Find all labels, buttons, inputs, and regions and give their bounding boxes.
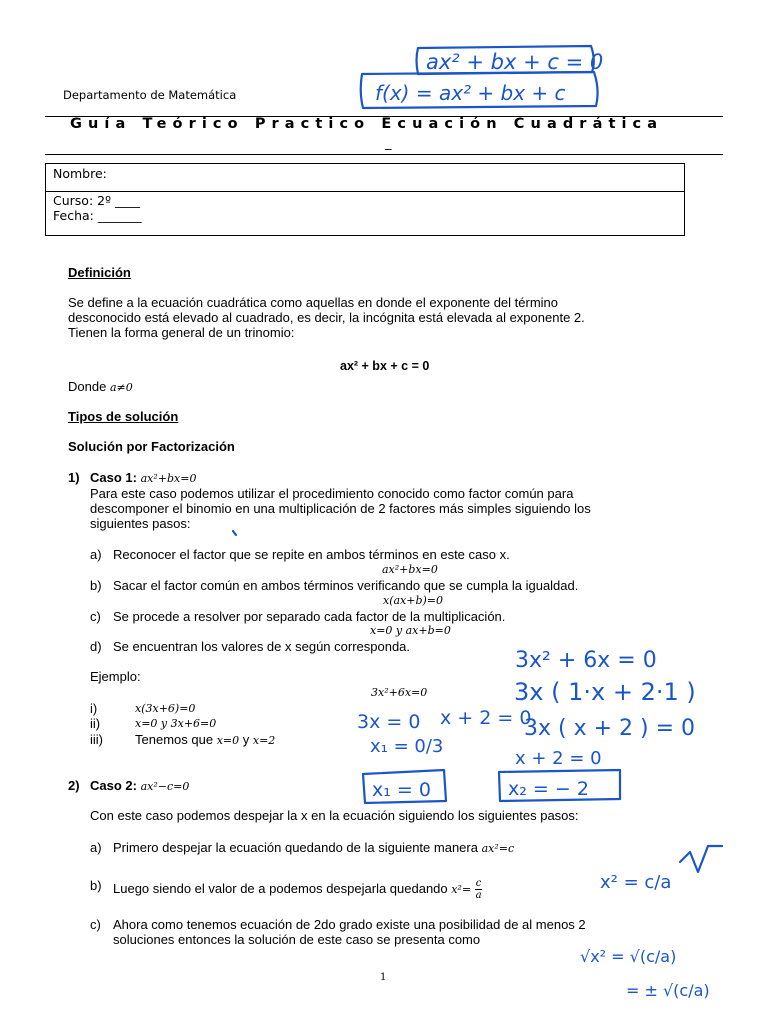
hw-answer-1: x₁ = 0 — [372, 779, 431, 801]
case2-equation: ax²−c=0 — [140, 780, 190, 793]
case1-step-d-marker: d) — [90, 639, 102, 654]
case2-step-b-line — [113, 878, 482, 901]
factorization-heading: Solución por Factorización — [68, 439, 235, 454]
fraction-numerator: c — [475, 878, 482, 889]
types-heading: Tipos de solución — [68, 409, 179, 424]
case1-step-c-text: Se procede a resolver por separado cada factor de la multiplicación. — [113, 609, 506, 624]
case2-step-b-fraction — [475, 878, 483, 901]
answer-box-1 — [363, 770, 446, 803]
hw-case2-c-note-2: = ± √(c/a) — [626, 981, 710, 1000]
hw-stroke-mark — [233, 531, 236, 535]
example-step-iii-mid: y — [242, 732, 250, 747]
donde-condition: a≠0 — [109, 381, 133, 394]
example-equation: 3x²+6x=0 — [371, 686, 428, 699]
top-box-1 — [417, 46, 594, 74]
case2-label: Caso 2: — [90, 778, 137, 793]
case2-step-c-text-1: Ahora como tenemos ecuación de 2do grado existe una posibilidad de al menos 2 — [113, 917, 586, 932]
case1-equation: ax²+bx=0 — [140, 472, 197, 485]
case1-desc-2: descomponer el binomio en una multiplicación de 2 factores más simples siguiendo los — [90, 501, 591, 516]
hw-example-line-1: 3x² + 6x = 0 — [515, 648, 657, 673]
case2-step-b-eq-lhs: x²= — [451, 882, 472, 896]
case1-step-b-marker: b) — [90, 578, 102, 593]
donde-line — [68, 379, 133, 395]
department-label: Departamento de Matemática — [63, 88, 237, 102]
hw-sol-right-2: x + 2 = 0 — [515, 748, 602, 769]
case1-step-d-text: Se encuentran los valores de x según corresponda. — [113, 639, 411, 654]
page-title: Guía Teórico Practico Ecuación Cuadrática — [70, 116, 664, 132]
case2-step-a-eq: ax²=c — [481, 842, 515, 855]
fraction-denominator: a — [475, 890, 482, 901]
case1-title — [90, 470, 196, 486]
case2-intro: Con este caso podemos despejar la x en la ecuación siguiendo los siguientes pasos: — [90, 808, 579, 823]
example-step-iii-eq1: x=0 — [216, 734, 240, 747]
box-divider — [46, 191, 684, 192]
case2-step-a-text: Primero despejar la ecuación quedando de la siguiente manera — [113, 840, 478, 855]
example-step-iii-eq2: x=2 — [252, 734, 276, 747]
example-step-iii-marker: iii) — [90, 732, 103, 747]
answer-box-2 — [499, 770, 620, 801]
donde-label: Donde — [68, 379, 107, 394]
example-step-iii-text: Tenemos que — [135, 732, 214, 747]
case2-step-b-marker: b) — [90, 878, 102, 893]
case1-number: 1) — [68, 470, 80, 485]
hw-sol-left-1: 3x = 0 — [357, 711, 421, 733]
case1-step-a-marker: a) — [90, 547, 102, 562]
case2-title — [90, 778, 189, 794]
case1-step-b-text: Sacar el factor común en ambos términos verificando que se cumpla la igualdad. — [113, 578, 579, 593]
case2-step-c-marker: c) — [90, 917, 101, 932]
case2-step-a-marker: a) — [90, 840, 102, 855]
case1-step-b-eq: x(ax+b)=0 — [383, 594, 444, 607]
example-step-ii-marker: ii) — [90, 716, 101, 731]
case1-desc-3: siguientes pasos: — [90, 516, 191, 531]
top-eq-1: ax² + bx + c = 0 — [426, 50, 604, 74]
definition-line-3: Tienen la forma general de un trinomio: — [68, 325, 295, 340]
case2-number: 2) — [68, 778, 80, 793]
general-form-equation: ax² + bx + c = 0 — [340, 359, 430, 373]
example-step-iii-line — [135, 732, 275, 748]
case1-step-a-text: Reconocer el factor que se repite en ambos términos en este caso x. — [113, 547, 510, 562]
hw-answer-2: x₂ = − 2 — [508, 778, 589, 800]
case2-step-c-text-2: soluciones entonces la solución de este caso se presenta como — [113, 932, 481, 947]
case1-desc-1: Para este caso podemos utilizar el procedimiento conocido como factor común para — [90, 486, 574, 501]
case2-step-b-text: Luego siendo el valor de a podemos despejarla quedando — [113, 880, 448, 896]
hw-sol-left-2: x₁ = 0/3 — [370, 736, 444, 757]
header-rule-bottom — [45, 154, 723, 155]
top-eq-2: f(x) = ax² + bx + c — [375, 81, 566, 105]
case1-step-a-eq: ax²+bx=0 — [382, 563, 438, 576]
example-step-i-eq: x(3x+6)=0 — [135, 702, 196, 715]
page-number: 1 — [380, 972, 387, 983]
case1-step-c-eq: x=0 y ax+b=0 — [370, 624, 451, 637]
definition-heading: Definición — [68, 265, 131, 280]
case1-step-c-marker: c) — [90, 609, 101, 624]
student-info-box — [45, 163, 685, 236]
hw-sol-right-1: x + 2 = 0 — [440, 707, 532, 729]
title-trailing: _ — [385, 136, 392, 151]
example-step-i-marker: i) — [90, 701, 98, 716]
example-step-ii-eq: x=0 y 3x+6=0 — [135, 717, 217, 730]
example-label: Ejemplo: — [90, 669, 141, 684]
name-field-label: Nombre: — [53, 166, 107, 181]
course-date-block — [53, 193, 142, 223]
definition-line-2: desconocido está elevado al cuadrado, es decir, la incógnita está elevada al exponente 2. — [68, 310, 585, 325]
hw-case2-c-note-1: √x² = √(c/a) — [580, 947, 677, 966]
definition-line-1: Se define a la ecuación cuadrática como aquellas en donde el exponente del término — [68, 295, 559, 310]
date-field-label: Fecha: _______ — [53, 208, 142, 223]
hw-case2-b-note: x² = c/a — [600, 872, 672, 893]
course-field-label: Curso: 2º ____ — [53, 193, 140, 208]
hw-example-line-3: 3x ( x + 2 ) = 0 — [524, 716, 696, 741]
case2-step-a-line — [113, 840, 514, 856]
hw-example-line-2: 3x ( 1·x + 2·1 ) — [514, 678, 696, 706]
hw-root-sign-top — [680, 846, 722, 872]
top-box-2 — [361, 72, 598, 108]
case1-label: Caso 1: — [90, 470, 137, 485]
